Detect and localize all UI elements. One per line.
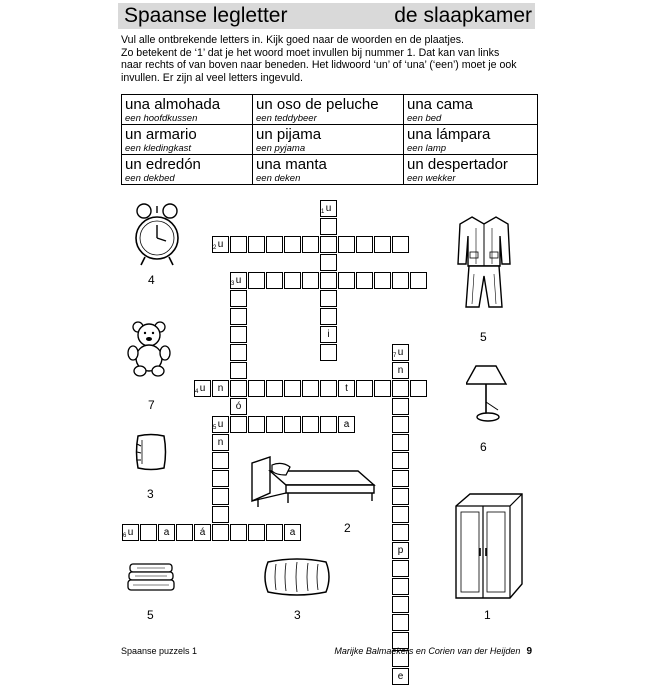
- picture-number: 7: [148, 398, 155, 412]
- picture-number: 3: [294, 608, 301, 622]
- crossword-cell[interactable]: [212, 506, 229, 523]
- crossword-cell[interactable]: [230, 380, 247, 397]
- crossword-cell[interactable]: [320, 380, 337, 397]
- crossword-cell[interactable]: u: [212, 416, 229, 433]
- crossword-cell[interactable]: [392, 416, 409, 433]
- spanish-word: una almohada: [125, 96, 221, 113]
- crossword-cell[interactable]: [230, 344, 247, 361]
- crossword-cell[interactable]: á: [194, 524, 211, 541]
- crossword-cell[interactable]: [392, 452, 409, 469]
- crossword-cell[interactable]: [302, 380, 319, 397]
- crossword-cell[interactable]: [248, 524, 265, 541]
- crossword-cell[interactable]: [356, 272, 373, 289]
- pyjama-icon: [456, 214, 512, 310]
- page-number: 9: [526, 646, 532, 657]
- crossword-cell[interactable]: i: [320, 326, 337, 343]
- crossword-cell[interactable]: [230, 236, 247, 253]
- crossword-cell[interactable]: [248, 416, 265, 433]
- instruction-line: naar rechts of van boven naar beneden. Het lidwoord ‘un’ of ‘una’ (‘een’) moet je ook: [121, 59, 517, 72]
- crossword-cell[interactable]: [176, 524, 193, 541]
- instruction-line: Zo betekent de ‘1’ dat je het woord moet invullen bij nummer 1. Dat kan van links: [121, 46, 500, 59]
- clue-number: 3: [231, 281, 235, 287]
- clue-number: 1: [321, 209, 325, 215]
- crossword-cell[interactable]: [320, 344, 337, 361]
- crossword-cell[interactable]: [392, 488, 409, 505]
- crossword-cell[interactable]: [374, 272, 391, 289]
- dutch-translation: een hoofdkussen: [125, 113, 198, 124]
- crossword-cell[interactable]: ó: [230, 398, 247, 415]
- crossword-cell[interactable]: t: [338, 380, 355, 397]
- crossword-cell[interactable]: [284, 236, 301, 253]
- bed-icon: [246, 453, 380, 509]
- crossword-cell[interactable]: [392, 614, 409, 631]
- crossword-cell[interactable]: [374, 236, 391, 253]
- spanish-word: una lámpara: [407, 126, 491, 143]
- crossword-cell[interactable]: [320, 236, 337, 253]
- clue-number: 7: [393, 353, 397, 359]
- dutch-translation: een lamp: [407, 143, 447, 154]
- crossword-cell[interactable]: a: [284, 524, 301, 541]
- crossword-cell[interactable]: [230, 326, 247, 343]
- crossword-cell[interactable]: [392, 596, 409, 613]
- picture-number: 6: [480, 440, 487, 454]
- picture-number: 1: [484, 608, 491, 622]
- crossword-cell[interactable]: [392, 434, 409, 451]
- picture-number: 5: [480, 330, 487, 344]
- dutch-translation: een deken: [256, 173, 301, 184]
- pillow-icon: [134, 432, 168, 472]
- crossword-cell[interactable]: [320, 272, 337, 289]
- crossword-cell[interactable]: [338, 236, 355, 253]
- crossword-cell[interactable]: [320, 290, 337, 307]
- crossword-cell[interactable]: u: [122, 524, 139, 541]
- crossword-cell[interactable]: [392, 578, 409, 595]
- dutch-translation: een teddybeer: [256, 113, 317, 124]
- crossword-cell[interactable]: [320, 254, 337, 271]
- instruction-line: invullen. Er zijn al veel letters ingevuld.: [121, 71, 303, 84]
- folded-blanket-icon: [127, 560, 175, 594]
- crossword-cell[interactable]: [284, 380, 301, 397]
- instruction-line: Vul alle ontbrekende letters in. Kijk goed naar de woorden en de plaatjes.: [121, 34, 464, 46]
- crossword-cell[interactable]: [392, 236, 409, 253]
- crossword-cell[interactable]: [392, 560, 409, 577]
- crossword-cell[interactable]: [266, 380, 283, 397]
- crossword-cell[interactable]: [212, 470, 229, 487]
- crossword-cell[interactable]: [392, 506, 409, 523]
- dutch-translation: een wekker: [407, 173, 456, 184]
- page-title: Spaanse legletter: [124, 4, 288, 27]
- duvet-icon: [262, 556, 332, 598]
- authors-text: Marijke Balmaekers en Corien van der Heijden: [334, 646, 521, 656]
- crossword-cell[interactable]: [248, 380, 265, 397]
- crossword-cell[interactable]: [248, 272, 265, 289]
- crossword-cell[interactable]: [302, 236, 319, 253]
- crossword-cell[interactable]: [266, 236, 283, 253]
- dutch-translation: een bed: [407, 113, 442, 124]
- picture-number: 4: [148, 273, 155, 287]
- crossword-cell[interactable]: [392, 380, 409, 397]
- crossword-cell[interactable]: [320, 308, 337, 325]
- dutch-translation: een dekbed: [125, 173, 175, 184]
- crossword-cell[interactable]: [392, 470, 409, 487]
- spanish-word: una cama: [407, 96, 473, 113]
- dutch-translation: een kledingkast: [125, 143, 192, 154]
- clue-number: 4: [195, 389, 199, 395]
- crossword-cell[interactable]: [266, 416, 283, 433]
- crossword-cell[interactable]: n: [212, 380, 229, 397]
- crossword-cell[interactable]: [212, 488, 229, 505]
- crossword-cell[interactable]: [212, 452, 229, 469]
- crossword-cell[interactable]: [320, 416, 337, 433]
- crossword-cell[interactable]: [302, 416, 319, 433]
- crossword-cell[interactable]: u: [392, 344, 409, 361]
- crossword-cell[interactable]: [320, 218, 337, 235]
- picture-number: 2: [344, 521, 351, 535]
- crossword-cell[interactable]: [230, 524, 247, 541]
- crossword-cell[interactable]: [266, 272, 283, 289]
- crossword-cell[interactable]: a: [158, 524, 175, 541]
- crossword-cell[interactable]: [284, 416, 301, 433]
- spanish-word: un armario: [125, 126, 197, 143]
- crossword-cell[interactable]: [392, 398, 409, 415]
- crossword-cell[interactable]: [356, 380, 373, 397]
- crossword-cell[interactable]: [248, 236, 265, 253]
- spanish-word: una manta: [256, 156, 327, 173]
- alarm-clock-icon: [133, 203, 181, 269]
- crossword-cell[interactable]: [212, 524, 229, 541]
- crossword-cell[interactable]: [230, 290, 247, 307]
- lamp-icon: [466, 362, 510, 424]
- crossword-cell[interactable]: p: [392, 542, 409, 559]
- crossword-cell[interactable]: [392, 272, 409, 289]
- crossword-cell[interactable]: [302, 272, 319, 289]
- crossword-cell[interactable]: [266, 524, 283, 541]
- crossword-cell[interactable]: n: [212, 434, 229, 451]
- clue-number: 5: [213, 425, 217, 431]
- crossword-cell[interactable]: u: [212, 236, 229, 253]
- picture-number: 5: [147, 608, 154, 622]
- spanish-word: un oso de peluche: [256, 96, 379, 113]
- crossword-cell[interactable]: u: [320, 200, 337, 217]
- crossword-cell[interactable]: [230, 416, 247, 433]
- crossword-cell[interactable]: u: [194, 380, 211, 397]
- clue-number: 6: [123, 533, 127, 539]
- page-subtitle: de slaapkamer: [394, 4, 532, 27]
- crossword-cell[interactable]: [230, 362, 247, 379]
- crossword-cell[interactable]: [356, 236, 373, 253]
- spanish-word: un despertador: [407, 156, 508, 173]
- crossword-cell[interactable]: [230, 308, 247, 325]
- spanish-word: un pijama: [256, 126, 322, 143]
- crossword-cell[interactable]: [410, 272, 427, 289]
- spanish-word: un edredón: [125, 156, 201, 173]
- crossword-cell[interactable]: a: [338, 416, 355, 433]
- footer-authors: [334, 646, 532, 657]
- crossword-cell[interactable]: e: [392, 668, 409, 685]
- wardrobe-icon: [452, 492, 524, 602]
- picture-number: 3: [147, 487, 154, 501]
- crossword-cell[interactable]: [410, 380, 427, 397]
- crossword-cell[interactable]: [284, 272, 301, 289]
- crossword-cell[interactable]: [338, 272, 355, 289]
- teddy-bear-icon: [127, 321, 171, 377]
- crossword-cell[interactable]: [374, 380, 391, 397]
- crossword-cell[interactable]: [140, 524, 157, 541]
- clue-number: 2: [213, 245, 217, 251]
- footer-book-title: Spaanse puzzels 1: [121, 646, 198, 656]
- dutch-translation: een pyjama: [256, 143, 306, 154]
- crossword-cell[interactable]: n: [392, 362, 409, 379]
- crossword-cell[interactable]: u: [230, 272, 247, 289]
- crossword-cell[interactable]: [392, 524, 409, 541]
